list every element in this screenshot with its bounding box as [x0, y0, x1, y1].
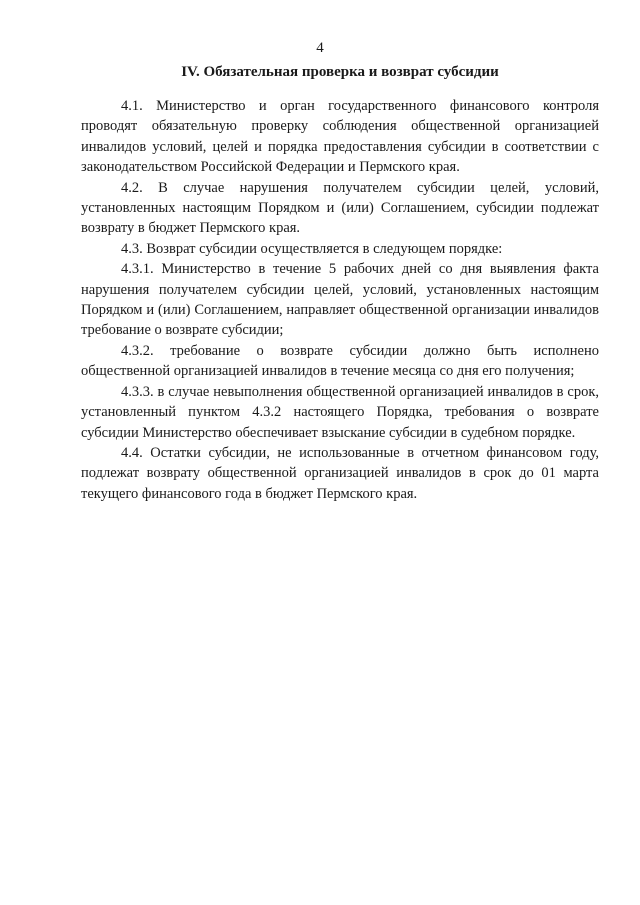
section-title: IV. Обязательная проверка и возврат субсидии [181, 64, 499, 80]
paragraph-4-1: 4.1. Министерство и орган государственного финансового контроля проводят обязательную проверку соблюдения общественной организацией инвалидов условий, целей и порядка предоставления субсидии в соответствии с законодательством Российской Федерации и Пермского края. [81, 98, 599, 176]
paragraph-4-3: 4.3. Возврат субсидии осуществляется в следующем порядке: [121, 240, 503, 257]
paragraph-4-3-3: 4.3.3. в случае невыполнения общественной организацией инвалидов в срок, установленный пунктом 4.3.2 настоящего Порядка, требования о возврате субсидии Министерство обеспечивает взыскание субсидии в судебном порядке. [81, 383, 599, 441]
paragraph-4-4: 4.4. Остатки субсидии, не использованные в отчетном финансовом году, подлежат возврату общественной организацией инвалидов в срок до 01 марта текущего финансового года в бюджет Пермского края. [81, 444, 599, 502]
paragraph-4-2: 4.2. В случае нарушения получателем субсидии целей, условий, установленных настоящим Порядком и (или) Соглашением, субсидии подлежат возврату в бюджет Пермского края. [81, 179, 599, 237]
paragraph-4-3-1: 4.3.1. Министерство в течение 5 рабочих дней со дня выявления факта нарушения получателем субсидии целей, условий, установленных настоящим Порядком и (или) Соглашением, направляет общественной организации инвалидов требование о возврате субсидии; [81, 261, 599, 339]
page-number: 4 [316, 40, 324, 56]
paragraph-4-3-2: 4.3.2. требование о возврате субсидии должно быть исполнено общественной организацией инвалидов в течение месяца со дня его получения; [81, 342, 599, 380]
document-body [81, 96, 599, 504]
